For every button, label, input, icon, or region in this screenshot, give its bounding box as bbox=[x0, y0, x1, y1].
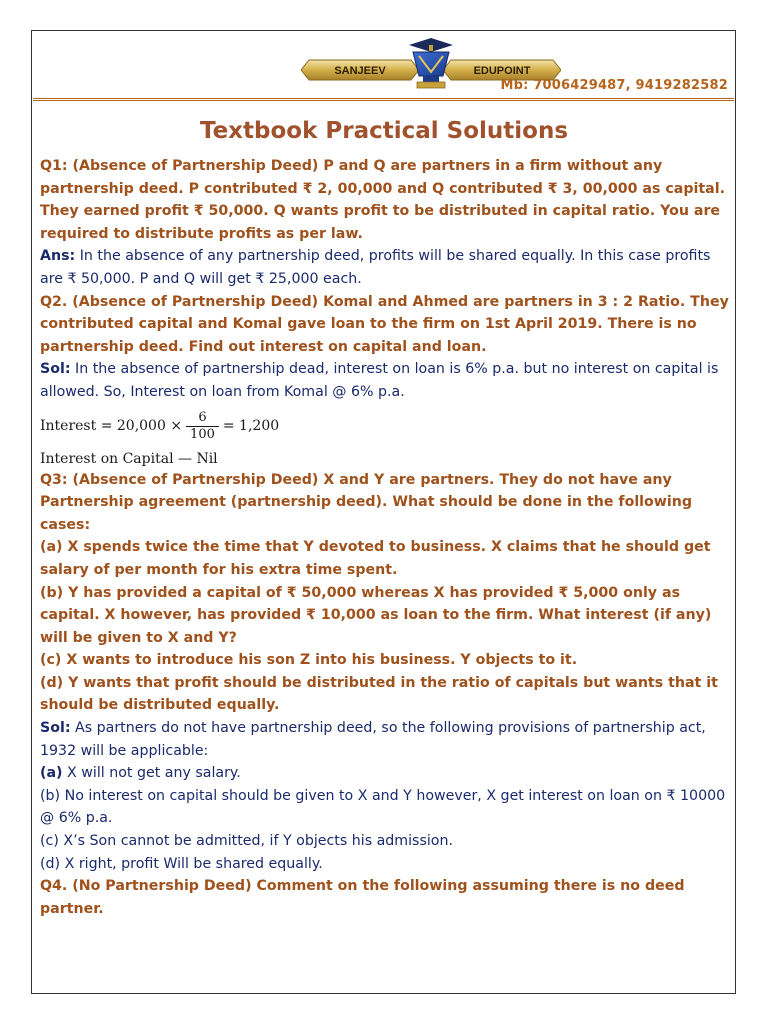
q3-solution bbox=[40, 717, 730, 762]
q3-case-a: (a) X spends twice the time that Y devoted to business. X claims that he should get salary of per month for his extra time spent. bbox=[40, 539, 711, 578]
solution-label: Sol: bbox=[40, 720, 71, 737]
svg-text:EDUPOINT: EDUPOINT bbox=[473, 65, 531, 77]
q3-solution-a bbox=[40, 762, 730, 785]
formula-right: = 1,200 bbox=[222, 418, 280, 435]
q4-question: Q4. (No Partnership Deed) Comment on the following assuming there is no deed partner. bbox=[40, 878, 685, 917]
solution-a-label: (a) bbox=[40, 765, 63, 782]
capital-interest-line: Interest on Capital — Nil bbox=[40, 450, 218, 467]
svg-text:SANJEEV: SANJEEV bbox=[334, 65, 386, 77]
q3-solution-a-text: X will not get any salary. bbox=[62, 765, 241, 782]
q3-question: Q3: (Absence of Partnership Deed) X and Y are partners. They do not have any Partnership agreement (partnership deed). What should be done in the following cases: bbox=[40, 471, 693, 533]
q3-case-c: (c) X wants to introduce his son Z into his business. Y objects to it. bbox=[40, 652, 578, 669]
fraction-denominator: 100 bbox=[186, 426, 219, 443]
answer-label: Ans: bbox=[40, 248, 76, 265]
header bbox=[31, 30, 736, 100]
q2-solution bbox=[40, 358, 730, 403]
q3-solution-text: As partners do not have partnership deed, so the following provisions of partnership act, 1932 will be applicable: bbox=[40, 720, 706, 759]
q3-solution-b: (b) No interest on capital should be given to X and Y however, X get interest on loan on ₹ 10000 @ 6% p.a. bbox=[40, 787, 726, 827]
q2-solution-text: In the absence of partnership dead, interest on loan is 6% p.a. but no interest on capital is allowed. So, Interest on loan from Komal @ 6% p.a. bbox=[40, 361, 719, 400]
page-title: Textbook Practical Solutions bbox=[199, 118, 569, 144]
q1-question: Q1: (Absence of Partnership Deed) P and Q are partners in a firm without any partnership deed. P contributed ₹ 2, 00,000 and Q contributed ₹ 3, 00,000 as capital. They earned profit ₹ 50,000. Q wants profit to be distributed in capital ratio. You are required to distribute profits as per law. bbox=[40, 158, 725, 242]
fraction-numerator: 6 bbox=[198, 410, 207, 426]
solution-label: Sol: bbox=[40, 361, 71, 378]
q1-answer bbox=[40, 245, 730, 290]
q3-case-b: (b) Y has provided a capital of ₹ 50,000 whereas X has provided ₹ 5,000 only as capital. X however, has provided ₹ 10,000 as loan to the firm. What interest (if any) will be given to X and Y? bbox=[40, 584, 712, 646]
q3-case-d: (d) Y wants that profit should be distributed in the ratio of capitals but wants that it should be distributed equally. bbox=[40, 674, 718, 714]
q3-solution-c: (c) X’s Son cannot be admitted, if Y objects his admission. bbox=[40, 833, 453, 850]
header-divider bbox=[33, 98, 734, 101]
mobile-numbers: Mb: 7006429487, 9419282582 bbox=[500, 78, 728, 93]
fraction bbox=[186, 410, 219, 443]
q3-solution-d: (d) X right, profit Will be shared equally. bbox=[40, 855, 323, 872]
q2-question: Q2. (Absence of Partnership Deed) Komal and Ahmed are partners in 3 : 2 Ratio. They contributed capital and Komal gave loan to the firm on 1st April 2019. There is no partnership deed. Find out interest on capital and loan. bbox=[40, 293, 729, 355]
q1-answer-text: In the absence of any partnership deed, profits will be shared equally. In this case profits are ₹ 50,000. P and Q will get ₹ 25,000 each. bbox=[40, 248, 711, 287]
formula-left: Interest = 20,000 × bbox=[40, 418, 183, 435]
content bbox=[40, 155, 730, 920]
interest-formula bbox=[40, 405, 730, 449]
